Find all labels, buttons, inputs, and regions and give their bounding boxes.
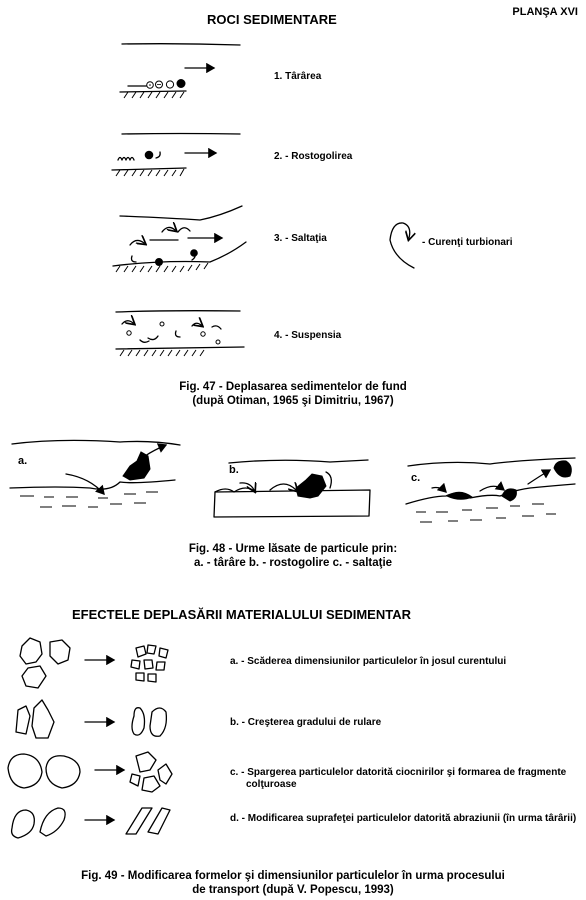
effect-label-b: b. - Creşterea gradului de rulare: [230, 717, 382, 728]
fig48-label-a: a.: [18, 455, 28, 467]
effect-label-a: a. - Scăderea dimensiunilor particulelor în josul curentului: [230, 656, 507, 667]
diagram-effect-rounding: [16, 700, 166, 738]
effect-label-d: d. - Modificarea suprafeţei particulelor datorită abraziunii (în urma târârii): [230, 813, 577, 824]
fig48-label-b: b.: [229, 464, 239, 476]
diagram-saltation: [113, 206, 246, 272]
effect-label-c-cont: colţuroase: [246, 779, 297, 790]
fig48-label-c: c.: [411, 472, 421, 484]
legend-swirl-icon: [390, 223, 414, 268]
diagram-trace-rolling: [214, 460, 370, 517]
effect-label-c: c. - Spargerea particulelor datorită ciocnirilor şi formarea de fragmente: [230, 767, 567, 778]
diagram-trace-dragging: [10, 440, 180, 507]
legend-turbulent-currents: - Curenţi turbionari: [422, 237, 513, 248]
fig48-caption-line2: a. - târâre b. - rostogolire c. - saltaţie: [193, 557, 393, 569]
diagram-effect-abrasion: [12, 808, 170, 838]
plate-label: PLANŞA XVI: [512, 6, 578, 18]
diagram-trace-saltation: [406, 458, 575, 522]
diagram-rolling: [112, 134, 240, 177]
item-label-suspension: 4. - Suspensia: [274, 330, 342, 341]
item-label-dragging: 1. Târârea: [274, 71, 322, 82]
diagram-effect-size-decrease: [20, 638, 168, 688]
item-label-rolling: 2. - Rostogolirea: [274, 151, 353, 162]
fig49-caption-line2: de transport (după V. Popescu, 1993): [192, 884, 394, 896]
section-title-sedimentary-rocks: ROCI SEDIMENTARE: [207, 12, 337, 27]
diagram-suspension: [116, 311, 244, 356]
fig47-caption-line1: Fig. 47 - Deplasarea sedimentelor de fund: [179, 381, 407, 393]
diagram-effect-fragmentation: [8, 752, 172, 792]
diagram-dragging: [120, 44, 240, 98]
item-label-saltation: 3. - Saltaţia: [274, 233, 327, 244]
section-title-effects: EFECTELE DEPLASĂRII MATERIALULUI SEDIMENTAR: [72, 607, 411, 622]
fig47-caption-line2: (după Otiman, 1965 şi Dimitriu, 1967): [192, 395, 394, 407]
fig48-caption-line1: Fig. 48 - Urme lăsate de particule prin:: [188, 543, 398, 555]
fig49-caption-line1: Fig. 49 - Modificarea formelor şi dimensiunilor particulelor în urma procesului: [81, 870, 505, 882]
